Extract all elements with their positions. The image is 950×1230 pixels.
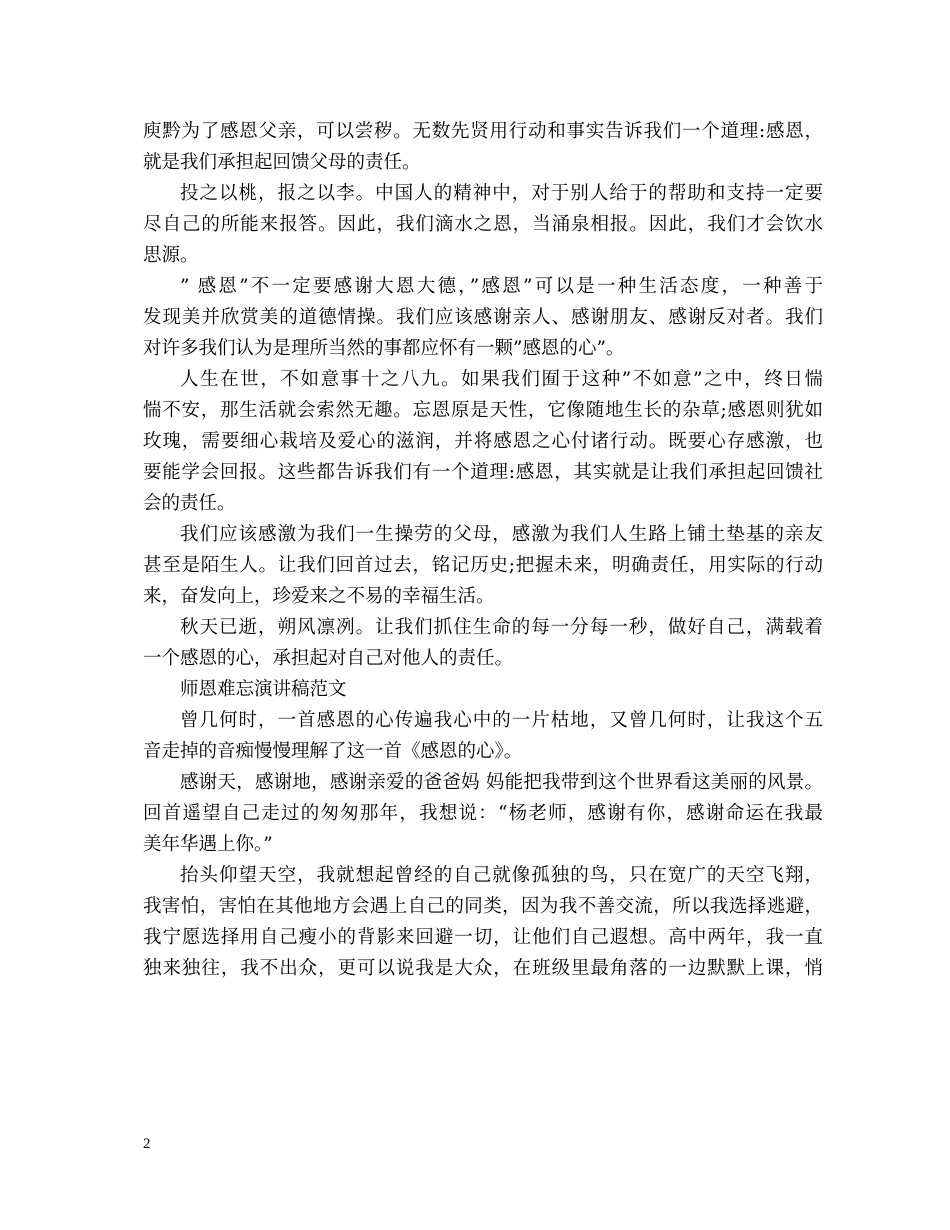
text-line: 投之以桃，报之以李。中国人的精神中，对于别人给于的帮助和支持一定要 [180,183,823,204]
text-line: 惴不安，那生活就会索然无趣。忘恩原是天性，它像随地生长的杂草;感恩则犹如 [143,400,823,421]
text-line: 对许多我们认为是理所当然的事都应怀有一颗”感恩的心”。 [143,338,625,359]
text-line: 音走掉的音痴慢慢理解了这一首《感恩的心》。 [143,741,523,762]
text-line: 尽自己的所能来报答。因此，我们滴水之恩，当涌泉相报。因此，我们才会饮水 [143,214,823,235]
text-line: 秋天已逝，朔风凛冽。让我们抓住生命的每一分每一秒，做好自己，满载着 [180,617,823,638]
text-line: 我们应该感激为我们一生操劳的父母，感激为我们人生路上铺土垫基的亲友 [180,524,823,545]
text-line: 思源。 [143,245,199,266]
text-line: 美年华遇上你。” [143,834,273,855]
text-line: 玫瑰，需要细心栽培及爱心的滋润，并将感恩之心付诸行动。既要心存感激，也 [143,431,823,452]
document-body [143,116,823,984]
text-line: 来，奋发向上，珍爱来之不易的幸福生活。 [143,586,495,607]
text-line: 我宁愿选择用自己瘦小的背影来回避一切，让他们自己遐想。高中两年，我一直 [143,927,823,948]
text-line: 要能学会回报。这些都告诉我们有一个道理:感恩，其实就是让我们承担起回馈社 [143,462,823,483]
text-line: ” 感恩”不一定要感谢大恩大德，”感恩”可以是一种生活态度，一种善于 [180,276,823,297]
text-line: 感谢天，感谢地，感谢亲爱的爸爸妈 妈能把我带到这个世界看这美丽的风景。 [180,772,823,793]
text-line: 曾几何时，一首感恩的心传遍我心中的一片枯地，又曾几何时，让我这个五 [180,710,823,731]
page-number: 2 [143,1136,151,1152]
text-line: 就是我们承担起回馈父母的责任。 [143,152,421,173]
text-line: 甚至是陌生人。让我们回首过去，铭记历史;把握未来，明确责任，用实际的行动 [143,555,823,576]
text-line: 一个感恩的心，承担起对自己对他人的责任。 [143,648,514,669]
text-line: 回首遥望自己走过的匆匆那年，我想说：“杨老师，感谢有你，感谢命运在我最 [143,803,823,824]
text-line: 庾黔为了感恩父亲，可以尝秽。无数先贤用行动和事实告诉我们一个道理:感恩， [143,121,823,142]
text-line: 抬头仰望天空，我就想起曾经的自己就像孤独的鸟，只在宽广的天空飞翔， [180,865,823,886]
text-line: 独来独往，我不出众，更可以说我是大众，在班级里最角落的一边默默上课，悄 [143,958,823,979]
text-line: 发现美并欣赏美的道德情操。我们应该感谢亲人、感谢朋友、感谢反对者。我们 [143,307,823,328]
text-line: 会的责任。 [143,493,236,514]
section-heading: 师恩难忘演讲稿范文 [180,679,347,700]
text-line: 我害怕，害怕在其他地方会遇上自己的同类，因为我不善交流，所以我选择逃避， [143,896,823,917]
text-line: 人生在世，不如意事十之八九。如果我们囿于这种”不如意”之中，终日惴 [180,369,823,390]
